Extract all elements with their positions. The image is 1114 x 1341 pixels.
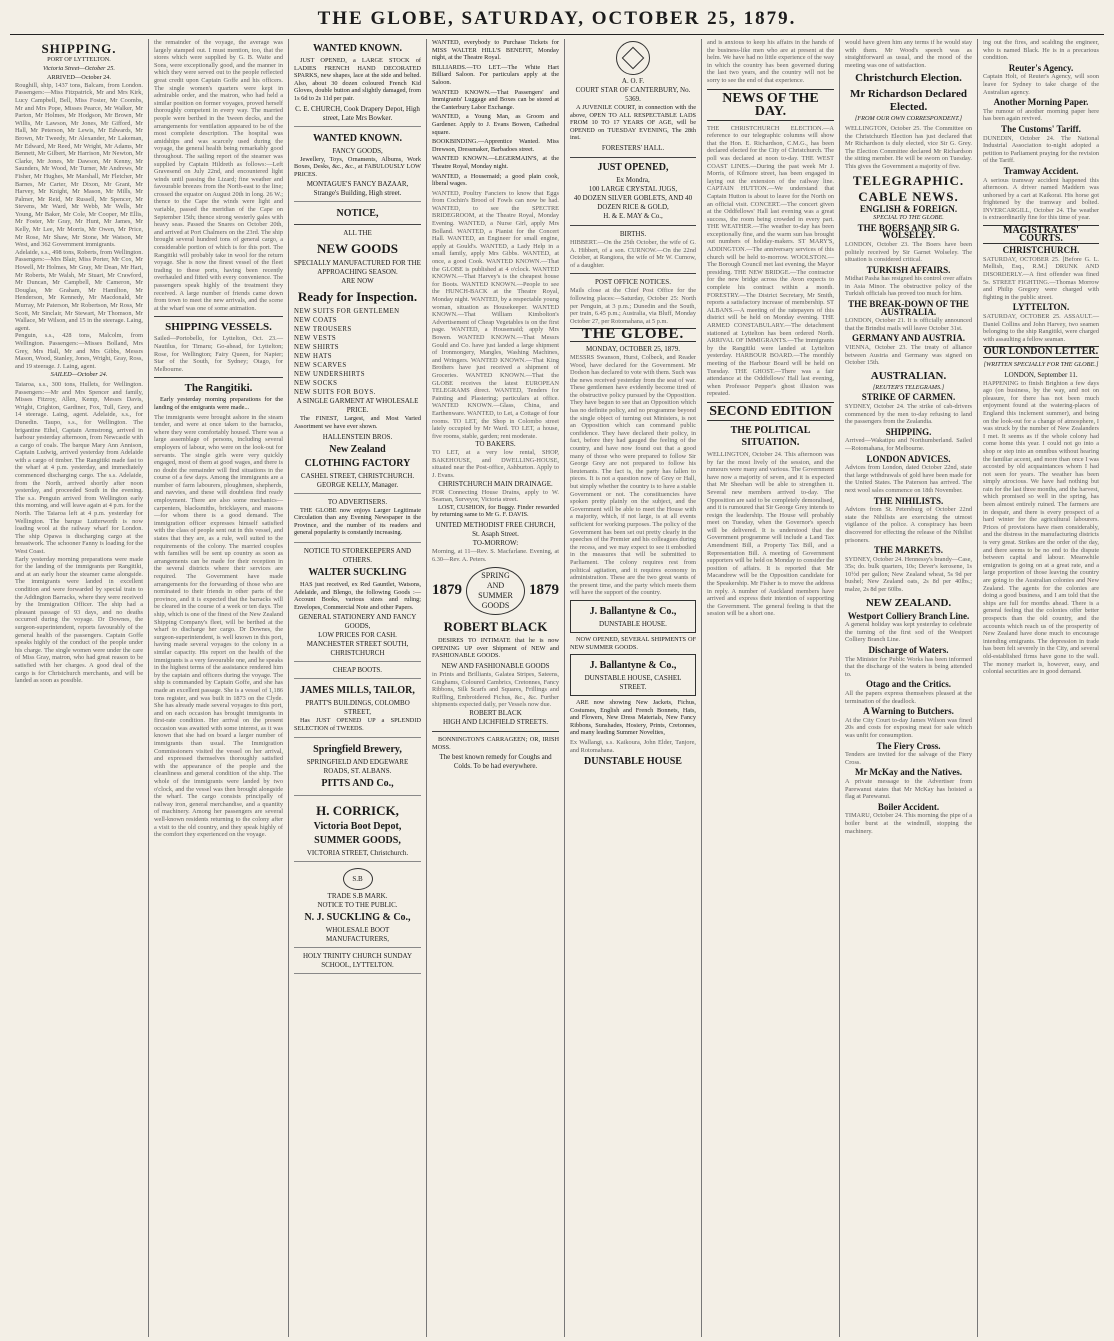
post-office-text: Mails close at the Chief Post Office for the following places:—Saturday, October 25: North per Penguin, at 3 p.m.; Dunedin and the South, per train, 6.45 p.m.; Australia, via Bluff, Monday October 27, per Rotomahana, at 5 p.m.: [570, 287, 696, 325]
col2-rule-2: [154, 377, 283, 378]
ad-mills-addr: PRATT'S BUILDINGS, COLOMBO STREET,: [305, 699, 410, 717]
london-letter-text: HAPPENING to finish Brighton a few days ago (on business, by the way, and not on pleasure, for there has not been much enjoyment found at the watering-places of England this inclement summer), and being on the look-out for a change of atmosphere, I was struck by the number of New Zealanders I met. It seems as if the whole colony had come home this year. I could not go into a shop or step into an omnibus without hearing the familiar accent, and more than once I was accosted by old acquaintances whom I had not seen for years. The weather has been simply atrocious. We have had nothing but rain for the last three months, and the harvest, which promised so well in the spring, has been almost entirely ruined. The farmers are in despair, and there is every prospect of a hard winter for the agricultural labourers. Prices of provisions have risen considerably, and the distress in the manufacturing districts is very great. Strikes are the order of the day, and there seems to be no end to the dispute between capital and labour. Meanwhile emigration is going on at a great rate, and a large proportion of those leaving the country are going to the Australian colonies and New Zealand. The agents for the colonies are doing a good business, and I am told that the ships are full for months ahead. There is a general feeling that the colonies offer better prospects than the old country, and the accounts which reach us of the prosperity of New Zealand have done much to encourage intending emigrants. The depression in trade has been felt severely in the City, and several old-established firms have gone to the wall. The money market is, however, easy, and colonial securities are in good demand.: [983, 379, 1099, 676]
ad-wanted-title: WANTED KNOWN.: [313, 43, 402, 54]
col5-rule-1: [570, 157, 696, 158]
boers-heading: THE BOERS AND SIR G. WOLSELEY.: [857, 222, 960, 241]
foresters-hall: FORESTERS' HALL.: [601, 143, 665, 152]
australian-heading: AUSTRALIAN.: [870, 369, 947, 382]
news-text-1: THE CHRISTCHURCH ELECTION.—A reference to our telegraphic columns will show that the Hon. E. Richardson, C.M.G., has been declared elected for the City of Christchurch. The poll was declared at noon to-day. THE WEST COAST LINES.—During the past week Mr J. Morris, of Kilmore street, has been engaged in laying out the extension of the railway line. CAPTAIN HUTTON.—We understand that Captain Hutton is about to leave for the North on an official visit. CONCERT.—The concert given at the Oddfellows' Hall last evening was a great success, the room being crowded in every part. THE WEATHER.—The weather to-day has been exceptionally fine, and the warm sun has brought out numbers of holiday-makers. ST MARY'S, ADDINGTON.—The anniversary services of this church will be held to-morrow. WOOLSTON.—The Borough Council met last evening, the Mayor presiding. THE NEW BRIDGE.—The contractor for the new bridge across the Avon expects to complete his contract within a month. FORESTRY.—The District Secretary, Mr Smith, reports a satisfactory increase of membership. ST ALBANS.—A meeting of the ratepayers of this district will be held on Monday evening. THE ARMED CONSTABULARY.—The detachment stationed at Lyttelton has been ordered North. ARRIVAL OF IMMIGRANTS.—The immigrants by the Rangitiki were landed at Lyttelton yesterday. HARBOUR BOARD.—The monthly meeting of the Harbour Board will be held on Tuesday. THE GHOST.—There was a fair attendance at the Oddfellows' Hall last evening, when Professor Pepper's ghost illusion was repeated.: [707, 124, 834, 398]
boiler-heading: Boiler Accident.: [877, 801, 940, 812]
column-telegraphic: [839, 39, 977, 1337]
col4-classified-text: WANTED, Poultry Fanciers to know that Eggs from Cochin's Brood of Fowls can now be had. WANTED, to see the SPECTRE BRIDEGROOM, at the Theatre Royal, Monday Evening. WANTED, a Nurse Girl, apply Mrs Bolland. WANTED, a Pianist for the Concert Hall. WANTED, an Engineer for small engine, apply at Gould's. WANTED, a Lady Help in a small family, apply Mrs Gibbs. WANTED, at once, a good Cook. WANTED KNOWN.—That the GLOBE is published at 4 o'clock. WANTED KNOWN.—That Harvey's is the cheapest house for Boots. WANTED KNOWN.—People to see the HUNCH-BACK at the Theatre Royal, Monday night. WANTED, by a respectable young woman, situation as Housekeeper. WANTED KNOWN.—That William Kimbolton's Advertisement of Cheap Vegetables is on the first page. WANTED, a Housemaid; apply Mrs Bowen. WANTED KNOWN.—That Messrs Gould and Co. have just landed a large shipment of Ironmongery, Mangles, Washing Machines, and Wringers. WANTED KNOWN.—That King Brothers have just received a shipment of Groceries. WANTED KNOWN.—That the GLOBE receives the latest EUROPEAN TELEGRAMS direct. WANTED, Tenders for Painting and Plastering; particulars at office. WANTED KNOWN.—Glass, China, and Earthenware. WANTED, to Let, a Cottage of four rooms. TO LET, the Shop in Colombo street lately occupied by Mr Ward. TO LET, a house, five rooms, stable, garden; rent moderate.: [432, 189, 559, 440]
discharge-heading: Discharge of Waters.: [868, 645, 949, 656]
shipping-heading: SHIPPING.: [41, 41, 117, 56]
classified-item: WANTED, a Young Man, as Groom and Gardener. Apply to J. Evans Bowen, Cathedral square.: [432, 113, 559, 136]
london-advices-text: Advices from London, dated October 22nd, state that large withdrawals of gold have been made for the United States. The Paterson has arrived. The next wool sales commence on 18th November.: [845, 464, 972, 494]
ad-cheap-boots: [294, 664, 421, 679]
just-opened: JUST OPENED,: [597, 161, 669, 173]
aof-emblem-icon: [616, 41, 650, 75]
ad-to-advertisers: [294, 496, 421, 543]
births-text: HIBBERT.—On the 25th October, the wife of G. A. Hibbert, of a son. CURNOW.—On the 22nd October, at Rangiora, the wife of Mr W. Curnow, of a daughter.: [570, 238, 696, 269]
nihilists-heading: THE NIHILISTS.: [873, 495, 944, 506]
ballantyne-box-2: [570, 654, 696, 696]
ad-nz: New Zealand: [329, 443, 386, 455]
columns: [10, 39, 1104, 1337]
to-bakers: TO BAKERS.: [475, 440, 516, 449]
dunstable-1: DUNSTABLE HOUSE.: [599, 619, 667, 628]
rangitiki-heading: The Rangitiki.: [184, 382, 253, 395]
spring-summer-oval: SPRING AND SUMMER GOODS: [466, 567, 525, 615]
ad-new-item: NEW SHIRTS: [294, 344, 340, 352]
ad-new-item: NEW SOCKS: [294, 380, 338, 388]
arrived-heading: ARRIVED—October 24.: [46, 74, 111, 82]
ad-new-item: NEW HATS: [294, 353, 333, 361]
shipping-text-4: Taiaroa, s.s., 300 tons, Hullets, for Wellington. Passengers:—Mr and Mrs Spencer and family, Misses Fitzroy, Allen, Kemp, Messrs Davis, Wright, Crighton, Gardiner, Fox, Tull, Grey, and 14 steerage. Laing, agent. Adelaide, s.s., for Dunedin. Taupo, s.s., for Wellington. The brigantine Ethel, Captain Armstrong, arrived in harbour yesterday afternoon, from Newcastle with a cargo of coals. The barque Mary Ann Annison, Captain Ludwig, arrived yesterday from Adelaide with a cargo of timber. The Rangitiki made fast to the wharf at 4 p.m. yesterday, and immediately commenced discharging cargo. The s.s. Adelaide, from the North, arrived shortly after noon yesterday, and proceeded South in the evening. The s.s. Penguin arrived from Wellington early this morning, and will leave again at 4 p.m. for the North. The Taiaroa left at 4 p.m. yesterday for Wellington. The barque Lutterworth is now loading wool at the railway wharf for London. The ship Opawa is discharging cargo at the breastwork. The schooner Fanny is loading for the West Coast.: [15, 380, 143, 555]
ad-new-item: NEW SUITS FOR GENTLEMEN: [294, 308, 400, 316]
col8-top-text: ing out the fires, and scalding the engineer, who is named Black. He is in a precarious condition.: [983, 39, 1099, 62]
trade-mark-icon: S.B: [343, 868, 373, 890]
court-star: COURT STAR OF CANTERBURY, No. 5369.: [575, 86, 691, 103]
ad-church: C. E. CHURCH, Cook Drapery Depot, High street, Late Mrs Bowker.: [295, 104, 420, 122]
ad-low-prices: LOW PRICES FOR CASH.: [318, 631, 397, 640]
ad-finest: The FINEST, Largest, and Most Varied Assortment we have ever shown.: [294, 415, 421, 430]
reuters-agency-text: Captain Holt, of Reuter's Agency, will soon leave for Sydney to take charge of the Australian agency.: [983, 73, 1099, 96]
another-morning-text: The rumour of another morning paper here has been again revived.: [983, 107, 1099, 123]
reuters-heading: [REUTER'S TELEGRAMS.]: [872, 383, 945, 391]
spring-year-left: 1879: [432, 582, 462, 599]
spring-year-right: 1879: [529, 582, 559, 599]
london-advices-heading: LONDON ADVICES.: [866, 453, 951, 464]
lyric: Ex Mondra,: [616, 175, 650, 184]
shipping-text-1: Roughill, ship, 1437 tons, Balcam, from London. Passengers:—Miss Fitzpatrick, Mr and Mrs Kirk, Lucy Campbell, Bell, Miss Foster, Mr Coombs, Mr and Mrs Pope, Misses Pearce, Mr Walker, Mr Parton, Mr Holmes, Mr Hodgson, Mr Brown, Mr Willis, Mr Lawson, Mr Jones, Mr Gifford, Mr Hall, Mr Peterson, Mr Lewis, Mr Edwards, Mr Brown, Mr Tweedy, Mr Alexander, Mr Lakeman, Mr Edward, Mr Reed, Mr Wright, Mr Adams, Mr Bennett, Mr Gilbert, Mr Harrison, Mr Newton, Mr Clarke, Mr Jones, Mr Dawson, Mr Kenny, Mr Saunders, Mr Wood, Mr Turner, Mr Andrews, Mr Fisher, Mr Hughes, Mr Marshall, Mr Fletcher, Mr Barnes, Mr Carter, Mr Dixon, Mr Grant, Mr Harvey, Mr Knight, Mr Mason, Mr Mills, Mr Palmer, Mr Reid, Mr Russell, Mr Spencer, Mr Stevens, Mr Ward, Mr Webb, Mr Wells, Mr Young, Mr Baker, Mr Cole, Mr Cooper, Mr Ellis, Mr Foster, Mr Gray, Mr Hunt, Mr James, Mr Kelly, Mr Lee, Mr Morris, Mr Owen, Mr Price, Mr Rose, Mr Shaw, Mr Stone, Mr Watson, Mr West, and 362 Government immigrants.: [15, 81, 143, 249]
nz-heading: NEW ZEALAND.: [865, 596, 952, 609]
ad-general: GENERAL STATIONERY AND FANCY GOODS,: [298, 613, 417, 631]
masthead: THE GLOBE, SATURDAY, OCTOBER 25, 1879.: [10, 6, 1104, 35]
ad-specially: SPECIALLY MANUFACTURED FOR THE APPROACHING SEASON.: [294, 259, 421, 277]
tramway-text: A serious tramway accident happened this afternoon. A driver named Maddern was unhorsed by a cart at Kaikorai. His horse got frightened by the tramway and bolted. INVERCARGILL, October 24. The weather is extraordinarily fine for this time of year.: [983, 176, 1099, 222]
political-text: WELLINGTON, October 24. This afternoon was by far the most lively of the session, and the rumours were many and various. The Government have now a majority of seven, and it is expected that Mr Sheehan will be able to strengthen it. Several new members arrived to-day. The Opposition are said to be completely demoralised, and it is rumoured that Sir George Grey intends to resign the leadership. The House will probably meet on Tuesday, when the Governor's speech will be delivered. It is understood that the Government programme will include a Land Tax Amendment Bill, a Property Tax Bill, and a Representation Bill. A meeting of Government supporters will be held on Monday to consider the position of affairs. It is reported that Mr Macandrew will be the Opposition candidate for the Speakership. Mr Fisher is to move the address in reply. A number of Auckland members have arrived and express their intention of supporting the Government. The general feeling is that the session will be a short one.: [707, 450, 835, 618]
ad-new-item: NEW VESTS: [294, 335, 337, 343]
ad-mills-name: JAMES MILLS, TAILOR,: [300, 685, 415, 697]
col2-rule-1: [154, 316, 283, 317]
ad-storekeepers: NOTICE TO STOREKEEPERS AND OTHERS.: [303, 546, 412, 564]
ad-hallenstein: HALLENSTEIN BROS.: [322, 432, 393, 441]
port-sub: Victoria Street—October 25.: [43, 64, 115, 72]
fiery-cross-heading: The Fiery Cross.: [876, 740, 941, 751]
ad-corrick-sub: Victoria Boot Depot,: [313, 821, 402, 833]
globe-date: MONDAY, OCTOBER 25, 1879.: [586, 344, 680, 353]
mckay-heading: Mr McKay and the Natives.: [854, 767, 963, 778]
ad-new-item: NEW TROUSERS: [294, 326, 352, 334]
column-classifieds: [426, 39, 564, 1337]
port-heading: PORT OF LYTTELTON.: [47, 56, 111, 63]
markets-heading: THE MARKETS.: [873, 545, 943, 556]
classified-item: WANTED KNOWN.—LEGERMAIN'S, at the Theatre Royal, Monday night.: [432, 155, 559, 170]
ad-wanted-known-church: [294, 39, 421, 127]
ad-notice-rule: [294, 224, 421, 225]
col4-drainage-text: FOR Connecting House Drains, apply to W. Seaman, Surveyor, Victoria street.: [432, 488, 559, 504]
australia-heading: THE BREAK-DOWN OF THE AUSTRALIA.: [848, 299, 969, 317]
col4-rule: [432, 731, 559, 732]
ad-new-item: NEW UNDERSHIRTS: [294, 371, 365, 379]
ad-suckling-co: [294, 864, 421, 948]
column-ads-1: [288, 39, 426, 1337]
col2-text-3: The immigrants were brought ashore in the steam tender, and were at once taken to the barracks, where they were comfortably housed. There was a large assemblage of persons, including several employers of labour, who were on the look-out for servants. The single girls were very quickly engaged, most of them at good wages, and there is no doubt the remainder will find situations in the course of a few days. Among the immigrants are a number of farm labourers, ploughmen, shepherds, and navvies, and these will doubtless find ready employment. There are also some mechanics—carpenters, blacksmiths, bricklayers, and masons—for whom there is a good demand. The immigration officer expresses himself satisfied with the class of people sent out in this vessel, and states that they are, as a rule, well suited to the requirements of the colony. The married couples with families will be sent up country as soon as arrangements can be made for their reception in the several districts where their services are required. The Government have made arrangements for the forwarding of those who are nominated to their friends in other parts of the province, and it is expected that the barracks will be cleared in the course of a week or ten days. The ship, which is one of the finest of the New Zealand Shipping Company's fleet, will be berthed at the wharf to discharge her cargo. Dr Downes, the surgeon-superintendent, is well known in this port, having made several voyages to the colony in a similar capacity. His report on the health of the immigrants is a very favourable one, and he speaks in the highest terms of the assistance rendered him by the captain and officers during the voyage. The ship is commanded by Captain Goffe, and she has made an excellent passage. She is a vessel of 1,186 tons register, and was built in 1873 on the Clyde. She has already made several voyages to this port, and on each occasion has brought immigrants in first-rate condition. Her arrival on the present occasion was awaited with some interest, as it was known that she had on board a larger number of immigrants than usual. The Immigration Commissioners visited the vessel on her arrival, and expressed themselves thoroughly satisfied with the appearance of the people and the cleanliness and general condition of the ship. The whole of the immigrants were landed by two o'clock, and the vessel was then brought alongside the wharf. The cargo consists principally of railway iron, general merchandise, and a quantity of machinery. Among her passengers are several well-known residents returning to the colony after a visit to the old country, and they speak highly of the comfort they experienced on the voyage.: [154, 413, 283, 839]
robert-black-street: HIGH AND LICHFIELD STREETS.: [443, 717, 548, 726]
nihilists-text: Advices from St. Petersburg of October 22nd state the Nihilists are exercising the utmost vigilance of the police. A conspiracy has been discovered for effecting the release of the Nihilist prisoners.: [845, 506, 972, 544]
ballantyne-name-1: J. Ballantyne & Co.,: [589, 605, 677, 617]
col6-top-text: and is anxious to keep his affairs in the hands of the business-like men who are at present at the helm. We have had no little experience of the way in which the country has been governed during the last two years, and the country will not be sorry to see the end of that experience.: [707, 39, 834, 84]
discharge-text: The Minister for Public Works has been informed that the discharge of the waters is being attended to.: [845, 655, 972, 678]
tramway-heading: Tramway Accident.: [1003, 165, 1079, 176]
rangitiki-intro: Early yesterday morning preparations for the landing of the emigrants were made...: [154, 396, 283, 411]
editorial-text: MESSRS Swanson, Hurst, Colbeck, and Reader Wood, have declared for the Government. Mr Dodson has declared to vote with them. Such was the news received yesterday from the seat of war. These gentlemen have evidently become tired of the obstructive policy pursued by the Opposition. They have begun to see that an Opposition which has no definite policy, and no programme beyond the single object of turning out Ministers, is not an Opposition which can command public confidence. They have declared their policy, in fact, before they had gauged the feeling of the country, and have now found out that a good many of those who were prepared to follow Sir George Grey are not prepared to follow his lieutenants. The fact is, the party has fallen to pieces. It is not a question now of Grey or Hall, but simply whether the country is to have a stable Government or not. The constituencies have spoken pretty plainly on the subject, and the Government will be able to meet the House with a majority, which, if not large, is at all events sufficient for working purposes. The policy of the Government has been set out pretty clearly in the speeches of the Premier and his colleagues during the recess, and we may expect to see it embodied in the measures that will be submitted to Parliament. The colony requires rest from political agitation, and it requires economy in administration. These are the two great wants of the present time, and the party which meets them will have the support of the country.: [570, 353, 696, 597]
written-specially: [WRITTEN SPECIALLY FOR THE GLOBE.]: [983, 360, 1099, 368]
column-notices: [564, 39, 701, 1337]
ad-wanted-known-fancy: [294, 129, 421, 203]
ballantyne-name-2: J. Ballantyne & Co.,: [589, 660, 677, 672]
col2-text-2: Sailed—Portobello, for Lyttelton, Oct. 23.—Nautilus, for Timaru; Go-ahead, for Lyttelton; Rose, for Wellington; Fairy Queen, for Napier; Star of the South, for Sydney; Otago, for Melbourne.: [154, 335, 283, 373]
fiery-cross-text: Tenders are invited for the salvage of the Fiery Cross.: [845, 751, 972, 766]
now-opened: NOW OPENED, SEVERAL SHIPMENTS OF NEW SUMMER GOODS.: [570, 635, 696, 651]
shipping-text-2: Adelaide, s.s., 498 tons, Roberts, from Wellington. Passengers:—Mrs Blair, Miss Porter, Mr Cox, Mr Howell, Mr Holmes, Mr Gray, Mr Dean, Mr Hart, Mr Roberts, Mr Walsh, Mr Stuart, Mr Crawford, Mr Duncan, Mr Campbell, Mr Cameron, Mr Douglas, Mr Graham, Mr Hamilton, Mr Henderson, Mr Kennedy, Mr Macdonald, Mr Murray, Mr Paterson, Mr Robertson, Mr Ross, Mr Scott, Mr Sinclair, Mr Stewart, Mr Thomson, Mr Wallace, Mr Wilson, and 15 in the steerage. Laing, agent.: [15, 248, 143, 332]
ad-corrick-addr: VICTORIA STREET, Christchurch.: [306, 849, 409, 858]
ad-cheap-boots-title: CHEAP BOOTS.: [332, 666, 383, 675]
robert-black-addr: ROBERT BLACK: [469, 708, 522, 717]
political-heading: THE POLITICAL SITUATION.: [730, 424, 811, 448]
ad-notice-public: NOTICE TO THE PUBLIC.: [317, 901, 398, 910]
col4-rb-list: in Prints and Brilliants, Galatea Stripes, Sateens, Ginghams, Coloured Cambrics, Cretonnes, Fancy Ribbons, Silk Scarfs and Squares, Frillings and Ruffling, Embroidered Fichus, &c., &c. Further shipments expected daily, per Vessels now due.: [432, 671, 559, 709]
christchurch-court-text: SATURDAY, OCTOBER 25. [Before G. L. Mellish, Esq., R.M.] DRUNK AND DISORDERLY.—A first offender was fined 5s. STREET FIGHTING.—Thomas Morrow and Philip Gregory were charged with fighting in the public street.: [983, 255, 1099, 301]
ad-are-now: ARE NOW: [341, 277, 374, 286]
special-globe: SPECIAL TO THE GLOBE.: [873, 214, 944, 222]
ad-manufacturers: WHOLESALE BOOT MANUFACTURERS,: [325, 926, 390, 944]
ad-notice: NOTICE,: [336, 208, 379, 220]
ad-fancy-goods: FANCY GOODS,: [332, 146, 383, 155]
methodist: UNITED METHODIST FREE CHURCH, St. Asaph Street.: [435, 521, 556, 539]
ad-just-opened: JUST OPENED, a LARGE STOCK of LADIES FRENCH HAND DECORATED SPARKS, new shapes, lace at the side and belted. Also, about 30 dozen coloured French Kid Gloves, double button and slightly damaged, from 1s 6d to 2s 11d per pair.: [294, 57, 421, 102]
classified-item: WANTED, everybody to Purchase Tickets for MISS WALTER HILL'S BENEFIT, Monday night, at the Theatre Royal.: [432, 39, 559, 62]
ad-holy-trinity-title: HOLY TRINITY CHURCH SUNDAY SCHOOL, LYTTELTON.: [302, 952, 413, 970]
telegraphic-heading: TELEGRAPHIC.: [852, 172, 965, 188]
ad-suckling-co-name: N. J. SUCKLING & Co.,: [304, 912, 411, 924]
col4-service-text: Morning, at 11—Rev. S. Macfarlane. Evening, at 6.30—Rev. A. Peters.: [432, 548, 559, 563]
english-foreign-heading: ENGLISH & FOREIGN.: [859, 203, 958, 214]
robert-black-new: NEW AND FASHIONABLE GOODS: [441, 662, 550, 670]
col2-text-1: the remainder of the voyage, the average was largely stamped out. I must mention, too, that the stores which were supplied by G. B. Waite and Sons, were exceptionally good, and the manner in which they were served out to the people reflected great credit upon Captain Goffe and his officers. The single women's quarters were kept in admirable order, and the matron, who had held a similar position on former voyages, proved herself thoroughly competent in every way. The married people were berthed in the 'tween decks, and the arrangements for ventilation appeared to be of the most complete description. The hospital was amidships and was scarcely used during the voyage, the general health being remarkably good throughout. The sailing report of the steamer was supplied by Captain Hildreth as follows:—Left Gravesend on July 22nd, and encountered light winds until passing the Lizard; fine weather and favourable breezes from the North-east to the line; crossed the equator on August 20th in long. 26 W.; thence to the Cape the winds were light and variable, passed the meridian of the Cape on September 15th; thence strong westerly gales with heavy seas. Passed the Snares on October 20th, and arrived at Port Chalmers on the 23rd. The ship brought several hundred tons of general cargo, a considerable portion of which is for this port. The Rangitiki will probably take in wool for the return voyage. She is now the finest vessel of the fleet trading to these ports, having been recently overhauled and fitted with every convenience. The passengers speak highly of the treatment they received. A large number of friends came down from town to meet the new arrivals, and the scene at the wharf was one of some animation.: [154, 39, 283, 312]
london-letter-heading: OUR LONDON LETTER.: [983, 346, 1099, 358]
strike-text: SYDNEY, October 24. The strike of cab-drivers commenced by the men to-day refusing to land the passengers from the Zealandia.: [845, 403, 972, 426]
markets-text: SYDNEY, October 24. Hennessy's brandy—Case, 35s; do. bulk quarters, 10s; Dever's kerosene, 1s 10½d per gallon; New Zealand wheat, 5s 9d per bushel; New Zealand oats, 2s 8d per 40lbs.; malze, 2s 8d per 60lbs.: [845, 555, 972, 594]
ad-suckling-text: HAS just received, ex Red Gauntlet, Watsons, Adelaide, and Blengo, the following Goods :— Account Books, various sizes and ruling; Envelopes, Commercial Note and other Papers.: [294, 580, 421, 611]
classified-item: BOOKBINDING.—Apprentice Wanted. Miss Drewson, Dressmaker, Barbadoes street.: [432, 138, 559, 153]
strike-heading: STRIKE OF CARMEN.: [861, 392, 956, 403]
germany-heading: GERMANY AND AUSTRIA.: [852, 333, 965, 344]
shipping-tel-text: Arrived—Wakatipu and Northumberland. Sailed—Rotomahana, for Melbourne.: [845, 437, 972, 452]
ad-springfield: [294, 740, 421, 796]
ad-corrick-name: H. CORRICK,: [316, 803, 399, 819]
dunstable-3: DUNSTABLE HOUSE: [584, 756, 682, 768]
customs-text: DUNEDIN, October 24. The National Industrial Association to-night adopted a petition to Parliament praying for the revision of the Tariff.: [983, 134, 1099, 165]
bonnington-text: The best known remedy for Coughs and Colds. To be had everywhere.: [439, 753, 552, 771]
ad-new-item: NEW SUITS FOR BOYS.: [294, 389, 376, 397]
bonnington-title: BONNINGTON'S CARRAGEEN; OR, IRISH MOSS.: [432, 735, 559, 751]
robert-black-text: DESIRES TO INTIMATE that he is now OPENING UP over Shipment of NEW and FASHIONABLE GOODS.: [432, 637, 559, 660]
column-shipping: [10, 39, 148, 1337]
post-office-heading: POST OFFICE NOTICES.: [595, 278, 671, 287]
reuters-agency-heading: Reuter's Agency.: [1008, 62, 1074, 73]
ad-all-the: ALL THE: [343, 229, 372, 238]
ad-trade-mark: TRADE S.B MARK.: [327, 892, 388, 901]
christchurch-court-heading: CHRISTCHURCH.: [1002, 245, 1080, 256]
shipping-text-5: Early yesterday morning preparations were made for the landing of the immigrants per Rangitiki, and at an early hour the steamer came alongside. The immigrants were landed in excellent condition and were forwarded by special train to the Addington Barracks, where they were received by the Immigration Officer. The ship had a pleasant passage of 93 days, and no deaths occurred during the voyage. Dr Downes, the surgeon-superintendent, reports favourably of the general health of the passengers. Captain Goffe speaks highly of the conduct of the people under his charge. The single women were under the care of Miss Gray, matron, who had great reason to be satisfied with her charges. A good deal of the cargo is for Christchurch merchants, and will be landed as soon as possible.: [15, 555, 143, 685]
robert-black-title: ROBERT BLACK: [443, 619, 548, 635]
tomorrow: TO-MORROW:: [472, 539, 519, 548]
crystal-jugs: 100 LARGE CRYSTAL JUGS,: [588, 184, 678, 193]
ad-new-goods-title: NEW GOODS: [316, 241, 399, 257]
ad-springfield-addr: SPRINGFIELD AND EDGEWARE ROADS, ST. ALBANS.: [306, 758, 409, 776]
ad-manchester: MANCHESTER STREET SOUTH, CHRISTCHURCH: [306, 640, 409, 658]
column-courts-letter: [977, 39, 1104, 1337]
column-news: [701, 39, 839, 1337]
drainage: CHRISTCHURCH MAIN DRAINAGE.: [438, 479, 553, 488]
westport-heading: Westport Colliery Branch Line.: [847, 610, 970, 621]
classified-item: WANTED KNOWN.—That Passengers' and Immigrants' Luggage and Boxes can be stored at the Canterbury Labor Exchange.: [432, 88, 559, 111]
ad-holy-trinity: [294, 950, 421, 974]
own-correspondent-1: [FROM OUR OWN CORRESPONDENT.]: [854, 115, 963, 123]
christchurch-election-heading: Christchurch Election.: [855, 72, 962, 85]
another-morning-heading: Another Morning Paper.: [993, 97, 1089, 108]
ad-globe-circ: THE GLOBE now enjoys Larger Legitimate Circulation than any Evening Newspaper in the Province, and the number of its readers and general popularity is constantly increasing.: [294, 506, 421, 537]
news-of-the-day-heading: NEWS OF THE DAY.: [707, 89, 834, 121]
ad-new-item: NEW SCARVES: [294, 362, 347, 370]
customs-heading: The Customs' Tariff.: [1001, 123, 1081, 134]
warning-heading: A Warning to Butchers.: [863, 706, 954, 717]
ad-springfield-name: Springfield Brewery,: [313, 744, 402, 756]
court-text: A JUVENILE COURT, in connection with the above, OPEN TO ALL RESPECTABLE LADS FROM 10 TO 17 YEARS OF AGE, will be OPENED on TUESDAY EVENING, The 28th inst.: [570, 104, 696, 142]
otago-text: All the papers express themselves pleased at the termination of the deadlock.: [845, 690, 972, 705]
australia-text: LONDON, October 21. It is officially announced that the Brindisi mails will leave October 31st.: [845, 317, 972, 332]
otago-heading: Otago and the Critics.: [866, 679, 951, 690]
spring-summer-badge: [432, 567, 559, 615]
ad-pitts: PITTS AND Co.,: [321, 778, 394, 790]
globe-heading: THE GLOBE.: [570, 328, 696, 342]
london-date: LONDON, September 11.: [1004, 370, 1078, 379]
turkish-text: Midhat Pasha has resigned his control over affairs in Asia Minor. The obstructive policy of the Turkish officials has proved too much for him.: [845, 275, 972, 298]
sailed-heading: SAILED—October 24.: [50, 371, 108, 379]
col7-top-text: would have given him any terms if he would stay with them. Mr Wood's speech was as straightforward as usual, and the mood of the meeting was one of satisfaction.: [845, 39, 972, 69]
ad-to-advertisers-title: TO ADVERTISERS.: [327, 497, 388, 506]
mckay-text: A private message to the Advertiser from Parewanui states that Mr McKay has hoisted a flag at Parewanui.: [845, 777, 972, 801]
ad-bazaar: MONTAGUE'S FANCY BAZAAR, Strange's Building, High street.: [306, 180, 409, 198]
ad-corrick: [294, 798, 421, 862]
boiler-text: TIMARU, October 24. This morning the pipe of a boiler burst at the windmill, stopping the machinery.: [845, 812, 972, 835]
ad-wanted2-title: WANTED KNOWN.: [313, 132, 402, 144]
ad-fancy-list: Jewellery, Toys, Ornaments, Albums, Work Boxes, Desks, &c., &c., at FABULOUSLY LOW PRICES.: [294, 155, 421, 178]
col4-bakers-text: TO LET, at a very low rental, SHOP, BAKEHOUSE, and DWELLING-HOUSE, situated near the Post-office, Ashburton. Apply to J. Evans.: [432, 449, 559, 480]
richardson-heading: Mr Richardson Declared Elected.: [850, 88, 967, 114]
col5-rule-3: [570, 273, 696, 274]
ad-manager: GEORGE KELLY, Manager.: [316, 480, 399, 489]
shipping-vessels-heading: SHIPPING VESSELS.: [165, 321, 272, 334]
ballantyne-box-1: [570, 600, 696, 633]
shipping-text-3: Penguin, s.s., 428 tons, Malcolm, from Wellington. Passengers:—Misses Bolland, Mrs Grey, Mrs Hall, Mr and Mrs Gibbs, Messrs Mason, Wood, Stanley, Jones, Wright, Gray, Ross, and 19 steerage. J. Laing, agent.: [15, 332, 143, 370]
turkish-heading: TURKISH AFFAIRS.: [866, 264, 951, 275]
ad-ready: Ready for Inspection.: [297, 289, 418, 305]
lost-cushion: LOST, CUSHION, for Buggy. Finder rewarded by returning same to Mr G. F. DAVIS.: [432, 503, 559, 519]
warning-text: At the City Court to-day James Wilson was fined 20s and costs for exposing meat for sale which was unfit for consumption.: [845, 716, 972, 739]
ad-new-goods: [294, 204, 421, 493]
births-heading: BIRTHS.: [619, 229, 647, 238]
boers-text: LONDON, October 23. The Boers have been politely received by Sir Garnet Wolseley. The situation is considered critical.: [845, 240, 972, 264]
ad-cashel: CASHEL STREET, CHRISTCHURCH.: [300, 471, 415, 480]
ad-suckling-name: WALTER SUCKLING: [308, 566, 407, 578]
hall-co: H. & E. MAY & Co.,: [603, 211, 663, 220]
fabrics-text: ARE now showing New Jackets, Fichus, Costumes, English and French Bonnets, Hats, and Flowers, New Dress Materials, New Fancy Ribbons, Sunshades, Hosiery, Prints, Cretonnes, and many leading Summer Novelties,: [570, 699, 696, 737]
dunstable-2: DUNSTABLE HOUSE, CASHEL STREET.: [584, 674, 682, 692]
westport-text: A general holiday was kept yesterday to celebrate the turning of the first sod of the Westport Colliery Branch Line.: [845, 621, 972, 644]
election-text: WELLINGTON, October 25. The Committee on the Christchurch Election has just declared that Mr Richardson is duly elected, vice Sir G. Grey. The Election Committee declared Mr Richardson the sitting member. He will be sworn on Tuesday. This gives the Government a majority of five.: [845, 124, 972, 170]
fabrics-tail: Ex Wallangi, s.s. Kaikoura, John Elder, Tanjore, and Rotomahana.: [570, 739, 696, 754]
ad-single-garment: A SINGLE GARMENT AT WHOLESALE PRICE.: [296, 397, 419, 415]
ad-mills: [294, 681, 421, 738]
column-shipping-2: [148, 39, 288, 1337]
ad-new-item: NEW COATS: [294, 317, 338, 325]
ad-factory: CLOTHING FACTORY: [304, 457, 411, 469]
ad-summer-goods: SUMMER GOODS,: [314, 835, 401, 847]
lyttelton-court-heading: LYTTELTON.: [1012, 302, 1070, 313]
lyttelton-court-text: SATURDAY, OCTOBER 25. ASSAULT.—Daniel Collins and John Harvey, two seamen belonging to the ship Rangitiki, were charged with assaulting a fellow seaman.: [983, 313, 1099, 343]
aof-title: A. O. F.: [621, 77, 645, 85]
ad-suckling: [294, 545, 421, 662]
magistrates-heading: MAGISTRATES' COURTS.: [983, 225, 1099, 244]
ad-mills-text: Has JUST OPENED UP a SPLENDID SELECTION of TWEEDS.: [294, 717, 421, 732]
goblets: 40 DOZEN SILVER GOBLETS, AND 40 DOZEN RICE & GOLD,: [573, 193, 693, 211]
col5-rule-2: [570, 225, 696, 226]
classified-item: BILLIARDS.—TO LET.—The White Hart Billiard Saloon. For particulars apply at the Saloon.: [432, 63, 559, 86]
classified-item: WANTED, a Housemaid; a good plain cook, liberal wages.: [432, 172, 559, 188]
cable-news-heading: CABLE NEWS.: [858, 188, 959, 204]
shipping-tel-heading: SHIPPING.: [885, 426, 932, 437]
second-edition-heading: SECOND EDITION: [707, 402, 834, 421]
germany-text: VIENNA, October 23. The treaty of alliance between Austria and Germany was signed on October 15th.: [845, 344, 972, 367]
